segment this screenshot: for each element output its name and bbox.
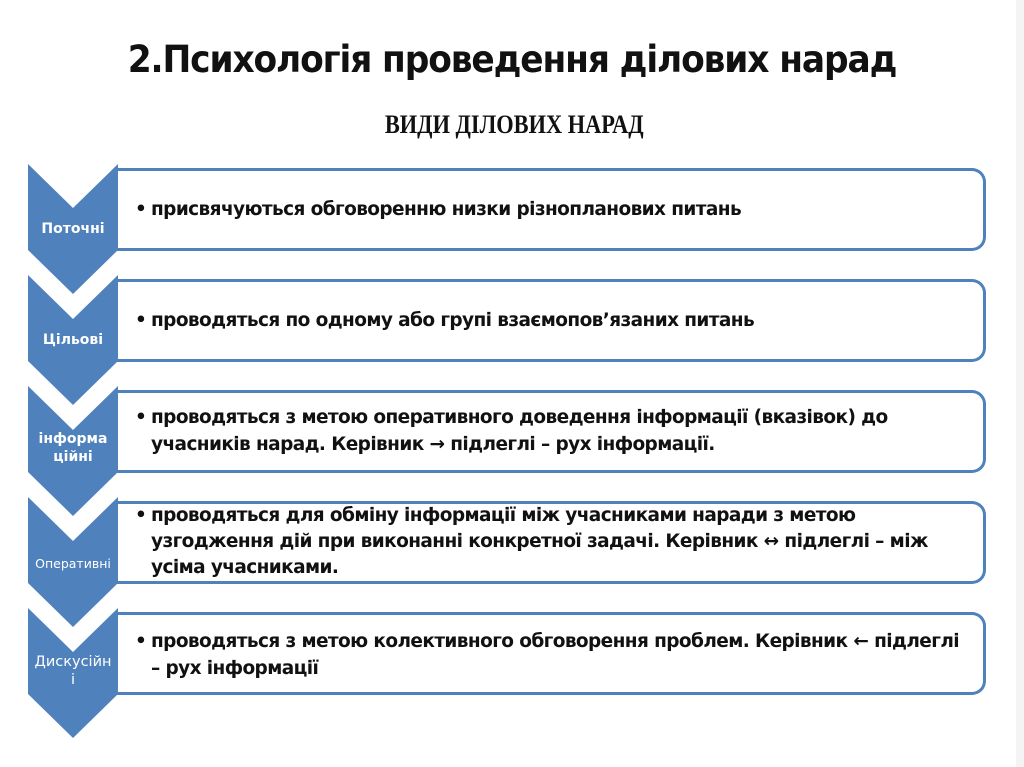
description-box: [117, 279, 986, 362]
description-text: • проводяться з метою оперативного доведення інформації (вказівок) до учасників нарад. Керівник → підлеглі – рух інформації.: [135, 404, 963, 458]
chevron-label: інформа ційні: [38, 431, 108, 465]
chevron-label: Дискусійн і: [34, 654, 112, 688]
description-text: • присвячуються обговоренню низки різнопланових питань: [135, 196, 963, 223]
bullet-icon: •: [135, 505, 147, 526]
chevron-label: Цільові: [42, 332, 104, 348]
description-text: • проводяться по одному або групі взаємопов’язаних питань: [135, 307, 963, 334]
description-text: • проводяться з метою колективного обговорення проблем. Керівник ← підлеглі – рух інформації: [135, 628, 963, 682]
meeting-type-row-discussion: [0, 608, 1024, 738]
chevron-shape: [28, 164, 118, 292]
bullet-icon: •: [135, 631, 147, 652]
chevron-shape: [28, 275, 118, 403]
description-box: [117, 390, 986, 473]
chevron-label: Поточні: [41, 221, 105, 237]
chevron-label: Оперативні: [35, 556, 111, 571]
description-box: [117, 612, 986, 695]
chevron-shape: [28, 386, 118, 514]
page-title: 2.Психологія проведення ділових нарад: [127, 38, 897, 81]
bullet-icon: •: [135, 199, 147, 220]
bullet-icon: •: [135, 407, 147, 428]
chevron-shape: [28, 608, 118, 736]
page-subtitle: ВИДИ ДІЛОВИХ НАРАД: [384, 110, 644, 139]
description-text: • проводяться для обміну інформації між учасниками наради з метою узгодження дій при виконанні конкретної задачі. Керівник ↔ підлеглі – між усіма учасниками.: [135, 505, 928, 578]
description-box: [117, 501, 986, 584]
chevron-shape: [28, 497, 118, 625]
description-box: [117, 168, 986, 251]
bullet-icon: •: [135, 310, 147, 331]
